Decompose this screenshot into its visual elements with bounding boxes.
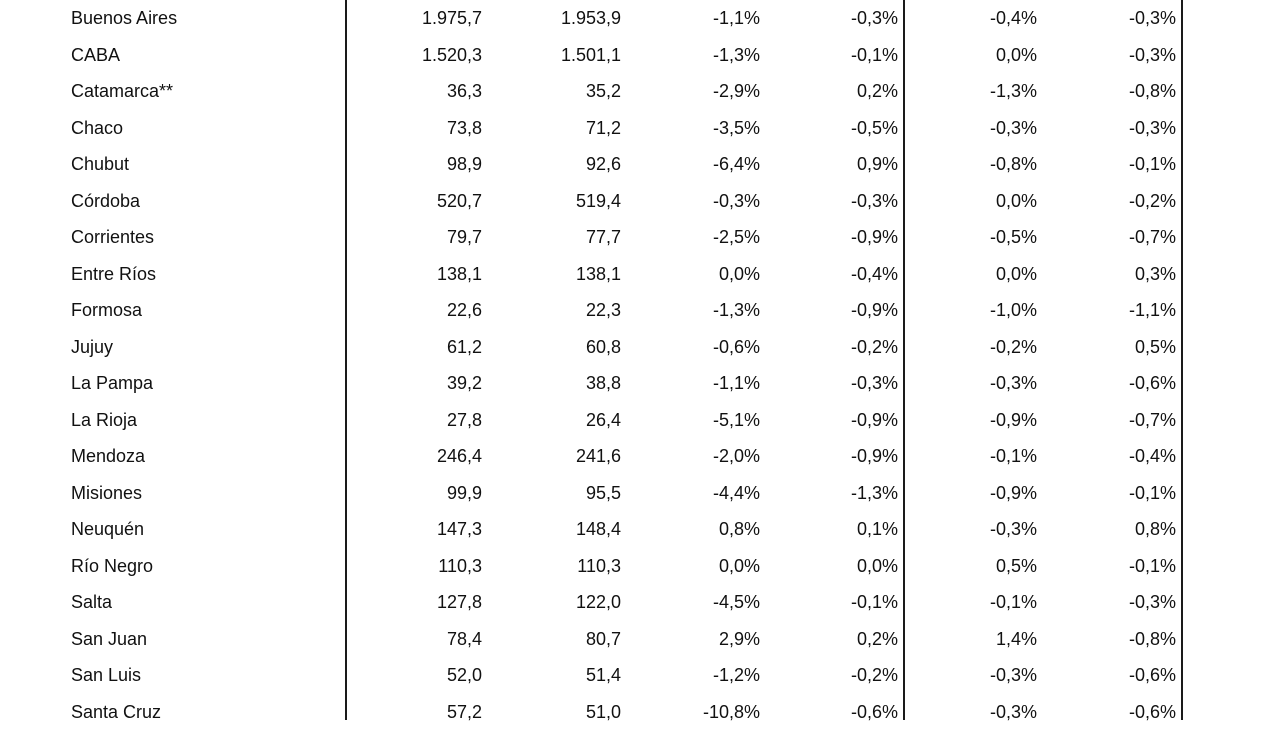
table-cell-col-6: -0,1% [1046,548,1176,585]
table-cell-col-1: 127,8 [352,584,482,621]
province-name: Entre Ríos [71,256,341,293]
table-cell-col-4: -1,3% [768,475,898,512]
table-cell-col-3: -0,6% [630,329,760,366]
table-row [0,657,1280,694]
table-row [0,621,1280,658]
table-cell-col-5: 0,0% [907,37,1037,74]
table-cell-col-3: -4,4% [630,475,760,512]
table-cell-col-5: -0,1% [907,584,1037,621]
table-cell-col-1: 39,2 [352,365,482,402]
table-row [0,694,1280,730]
table-row [0,183,1280,220]
table-cell-col-3: -1,1% [630,365,760,402]
table-row [0,0,1280,37]
table-cell-col-4: -0,9% [768,292,898,329]
table-cell-col-6: 0,3% [1046,256,1176,293]
province-name: Corrientes [71,219,341,256]
table-cell-col-4: -0,3% [768,0,898,37]
table-cell-col-2: 148,4 [491,511,621,548]
table-cell-col-5: -0,3% [907,657,1037,694]
table-cell-col-1: 73,8 [352,110,482,147]
province-name: Formosa [71,292,341,329]
table-cell-col-1: 1.520,3 [352,37,482,74]
table-cell-col-6: -0,1% [1046,146,1176,183]
table-cell-col-3: -1,2% [630,657,760,694]
table-cell-col-1: 99,9 [352,475,482,512]
table-cell-col-3: -1,3% [630,37,760,74]
table-row [0,146,1280,183]
table-cell-col-5: 0,0% [907,256,1037,293]
table-cell-col-2: 51,0 [491,694,621,730]
table-cell-col-3: -3,5% [630,110,760,147]
table-cell-col-1: 27,8 [352,402,482,439]
table-cell-col-6: -0,7% [1046,402,1176,439]
table-cell-col-2: 1.501,1 [491,37,621,74]
table-cell-col-6: -0,3% [1046,37,1176,74]
table-cell-col-1: 52,0 [352,657,482,694]
table-cell-col-2: 77,7 [491,219,621,256]
table-cell-col-3: -2,9% [630,73,760,110]
table-cell-col-4: 0,0% [768,548,898,585]
table-cell-col-3: -2,0% [630,438,760,475]
province-name: Chubut [71,146,341,183]
table-row [0,548,1280,585]
table-cell-col-2: 26,4 [491,402,621,439]
table-cell-col-5: -0,9% [907,402,1037,439]
province-name: Salta [71,584,341,621]
table-cell-col-4: -0,5% [768,110,898,147]
table-row [0,402,1280,439]
table-cell-col-6: -0,3% [1046,0,1176,37]
table-cell-col-2: 22,3 [491,292,621,329]
province-name: Santa Cruz [71,694,341,730]
table-cell-col-1: 110,3 [352,548,482,585]
table-cell-col-3: 0,0% [630,548,760,585]
table-cell-col-5: -0,2% [907,329,1037,366]
table-cell-col-4: -0,4% [768,256,898,293]
table-cell-col-4: 0,9% [768,146,898,183]
table-cell-col-2: 1.953,9 [491,0,621,37]
table-cell-col-2: 35,2 [491,73,621,110]
table-cell-col-6: -0,4% [1046,438,1176,475]
table-cell-col-5: -0,3% [907,694,1037,730]
table-row [0,329,1280,366]
table-cell-col-3: -0,3% [630,183,760,220]
table-row [0,365,1280,402]
table-cell-col-2: 519,4 [491,183,621,220]
table-cell-col-4: -0,1% [768,584,898,621]
table-cell-col-5: 0,5% [907,548,1037,585]
table-cell-col-6: -0,6% [1046,657,1176,694]
table-cell-col-4: -0,9% [768,438,898,475]
table-row [0,73,1280,110]
table-cell-col-3: 0,8% [630,511,760,548]
province-name: Misiones [71,475,341,512]
table-cell-col-6: -0,1% [1046,475,1176,512]
province-name: Río Negro [71,548,341,585]
province-name: Chaco [71,110,341,147]
table-cell-col-4: -0,6% [768,694,898,730]
table-cell-col-5: -0,1% [907,438,1037,475]
table-cell-col-4: 0,2% [768,73,898,110]
table-cell-col-4: -0,3% [768,183,898,220]
table-cell-col-1: 78,4 [352,621,482,658]
table-row [0,511,1280,548]
province-name: CABA [71,37,341,74]
table-cell-col-1: 79,7 [352,219,482,256]
table-cell-col-6: -0,6% [1046,694,1176,730]
table-cell-col-1: 520,7 [352,183,482,220]
table-cell-col-5: -0,3% [907,511,1037,548]
table-cell-col-6: -0,7% [1046,219,1176,256]
table-cell-col-5: -0,9% [907,475,1037,512]
table-cell-col-4: -0,9% [768,219,898,256]
table-cell-col-1: 246,4 [352,438,482,475]
table-cell-col-3: -4,5% [630,584,760,621]
table-cell-col-5: -0,3% [907,110,1037,147]
province-name: Córdoba [71,183,341,220]
table-cell-col-5: -1,3% [907,73,1037,110]
table-cell-col-3: -1,3% [630,292,760,329]
table-cell-col-4: -0,3% [768,365,898,402]
table-cell-col-6: -0,2% [1046,183,1176,220]
table-cell-col-3: 2,9% [630,621,760,658]
table-cell-col-4: -0,2% [768,657,898,694]
province-name: Buenos Aires [71,0,341,37]
table-cell-col-6: -0,8% [1046,621,1176,658]
table-cell-col-3: 0,0% [630,256,760,293]
table-cell-col-2: 138,1 [491,256,621,293]
province-name: Jujuy [71,329,341,366]
table-cell-col-4: -0,1% [768,37,898,74]
province-name: Catamarca** [71,73,341,110]
table-cell-col-2: 241,6 [491,438,621,475]
table-cell-col-2: 38,8 [491,365,621,402]
table-cell-col-1: 57,2 [352,694,482,730]
table-cell-col-6: -0,3% [1046,584,1176,621]
table-cell-col-2: 51,4 [491,657,621,694]
table-cell-col-5: -0,8% [907,146,1037,183]
table-cell-col-6: -0,8% [1046,73,1176,110]
table-cell-col-6: -1,1% [1046,292,1176,329]
table-cell-col-5: -0,3% [907,365,1037,402]
table-cell-col-6: 0,5% [1046,329,1176,366]
table-cell-col-3: -10,8% [630,694,760,730]
table-cell-col-1: 147,3 [352,511,482,548]
table-row [0,37,1280,74]
table-cell-col-5: -0,5% [907,219,1037,256]
table-row [0,438,1280,475]
table-cell-col-1: 138,1 [352,256,482,293]
table-cell-col-2: 92,6 [491,146,621,183]
table-cell-col-5: 1,4% [907,621,1037,658]
table-cell-col-1: 61,2 [352,329,482,366]
table-cell-col-6: -0,6% [1046,365,1176,402]
province-name: Neuquén [71,511,341,548]
table-cell-col-4: 0,2% [768,621,898,658]
table-cell-col-2: 80,7 [491,621,621,658]
table-row [0,292,1280,329]
table-cell-col-3: -1,1% [630,0,760,37]
table-cell-col-2: 60,8 [491,329,621,366]
table-cell-col-1: 36,3 [352,73,482,110]
province-name: La Pampa [71,365,341,402]
province-name: La Rioja [71,402,341,439]
table-cell-col-3: -5,1% [630,402,760,439]
table-row [0,584,1280,621]
table-cell-col-2: 95,5 [491,475,621,512]
table-cell-col-1: 1.975,7 [352,0,482,37]
table-cell-col-2: 122,0 [491,584,621,621]
table-row [0,256,1280,293]
table-cell-col-2: 110,3 [491,548,621,585]
table-cell-col-1: 22,6 [352,292,482,329]
table-cell-col-5: -0,4% [907,0,1037,37]
province-name: San Luis [71,657,341,694]
table-row [0,110,1280,147]
province-name: San Juan [71,621,341,658]
table-row [0,219,1280,256]
province-name: Mendoza [71,438,341,475]
table-row [0,475,1280,512]
table-cell-col-5: -1,0% [907,292,1037,329]
table-cell-col-6: 0,8% [1046,511,1176,548]
table-cell-col-4: 0,1% [768,511,898,548]
table-cell-col-3: -2,5% [630,219,760,256]
table-cell-col-3: -6,4% [630,146,760,183]
table-cell-col-4: -0,9% [768,402,898,439]
table-cell-col-4: -0,2% [768,329,898,366]
table-cell-col-2: 71,2 [491,110,621,147]
table-cell-col-6: -0,3% [1046,110,1176,147]
table-cell-col-1: 98,9 [352,146,482,183]
table-cell-col-5: 0,0% [907,183,1037,220]
